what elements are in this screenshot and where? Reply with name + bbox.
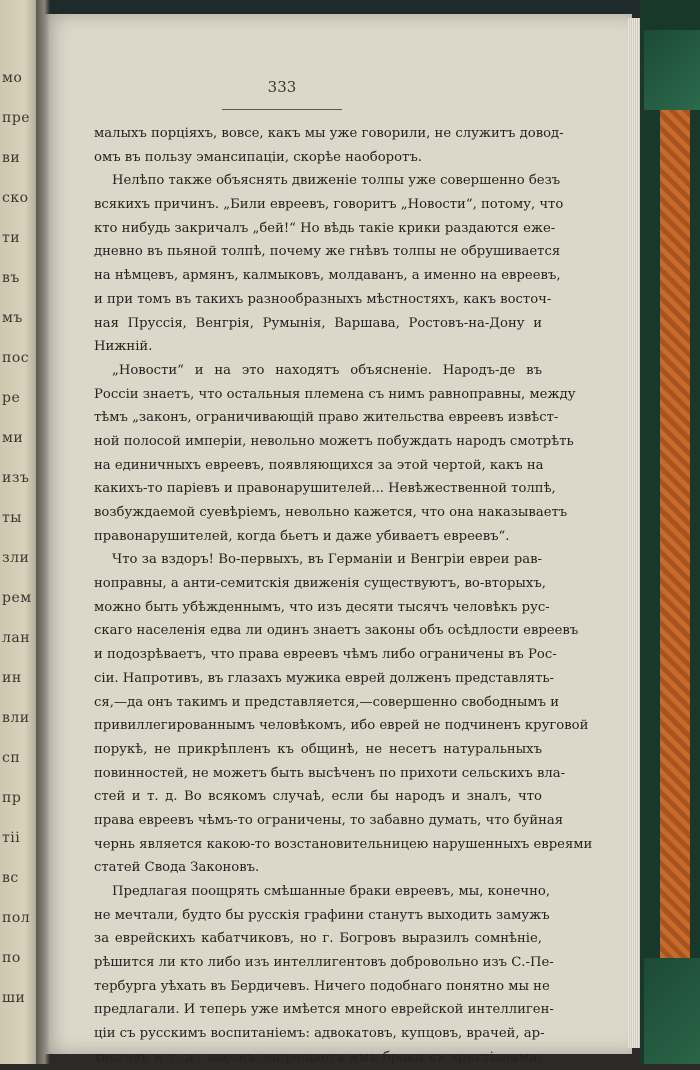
cover-cloth-pattern (660, 110, 690, 958)
text-line: Нелѣпо также объяснять движеніе толпы уже совершенно безъ (112, 173, 561, 189)
left-page-text-fragment: ши (2, 990, 26, 1006)
text-line: возбуждаемой суевѣріемъ, невольно кажется, что она наказываетъ (94, 505, 568, 520)
text-line: чернь является какою-то возстановительницею нарушенныхъ евреями (94, 836, 593, 852)
text-line: омъ въ пользу эмансипаціи, скорѣе наоборотъ. (94, 149, 422, 165)
header-rule (222, 109, 342, 110)
text-line: скаго населенія едва ли одинъ знаетъ законы объ осѣдлости евреевъ (94, 623, 579, 639)
left-page-text-fragment: ско (2, 190, 29, 206)
text-line: не мечтали, будто бы русскія графини станутъ выходить замужъ (94, 907, 550, 923)
left-page-text-fragment: вс (2, 870, 19, 886)
text-line: тербурга уѣхать въ Бердичевъ. Ничего подобнаго понятно мы не (94, 978, 550, 994)
left-page-text-fragment: ре (2, 390, 21, 406)
text-line: и подозрѣваетъ, что права евреевъ чѣмъ либо ограничены въ Рос- (94, 647, 557, 663)
left-page-text-fragment: тіі (2, 830, 21, 846)
left-page-text-fragment: ты (2, 510, 22, 526)
left-page-text-fragment: ви (2, 150, 21, 166)
text-line: малыхъ порціяхъ, вовсе, какъ мы уже говорили, не служитъ довод- (94, 126, 564, 141)
text-line: права евреевъ чѣмъ-то ограничены, то забавно думать, что буйная (94, 812, 564, 828)
cover-corner-top (644, 30, 700, 110)
text-line: кто нибудь закричалъ „бей!“ Но вѣдь такіе крики раздаются еже- (94, 220, 556, 236)
text-line: ной полосой имперіи, невольно можетъ побуждать народъ смотрѣть (94, 433, 574, 449)
left-page-text-fragment: зли (2, 550, 30, 566)
left-page-text-fragment: изъ (2, 470, 30, 486)
text-line: тѣмъ „законъ, ограничивающій право жительства евреевъ извѣст- (94, 410, 559, 426)
text-line: статей Свода Законовъ. (94, 860, 260, 876)
text-line: тистовъ и т. д.; законъ запрещаетъ имъ браки съ христіанами; (94, 1049, 542, 1065)
left-page-text-fragment: вли (2, 710, 30, 726)
page-number: 333 (267, 78, 297, 96)
text-line: Россіи знаетъ, что остальныя племена съ нимъ равноправны, между (94, 386, 576, 402)
left-page-text-fragment: мъ (2, 310, 23, 326)
left-page-text-fragment: сп (2, 750, 21, 766)
cover-corner-bottom (644, 958, 700, 1064)
left-page-text-fragment: ми (2, 430, 24, 446)
gutter-shadow (36, 0, 50, 1064)
left-page-text-fragment: въ (2, 270, 20, 286)
text-line: всякихъ причинъ. „Били евреевъ, говоритъ „Новости“, потому, что (94, 197, 564, 213)
left-page-text-fragment: лан (2, 630, 31, 646)
text-line: какихъ-то паріевъ и правонарушителей... Невѣжественной толпѣ, (94, 481, 556, 497)
text-line: стей и т. д. Во всякомъ случаѣ, если бы народъ и зналъ, что (94, 789, 542, 805)
text-line: на единичныхъ евреевъ, появляющихся за этой чертой, какъ на (94, 457, 544, 473)
text-line: привиллегированнымъ человѣкомъ, ибо еврей не подчиненъ круговой (94, 718, 589, 734)
text-line: за еврейскихъ кабатчиковъ, но г. Богровъ выразилъ сомнѣніе, (94, 931, 542, 947)
text-line: на нѣмцевъ, армянъ, калмыковъ, молдаванъ, а именно на евреевъ, (94, 268, 561, 284)
left-page-text-fragment: ти (2, 230, 21, 246)
text-line: Предлагая поощрять смѣшанные браки евреевъ, мы, конечно, (112, 884, 551, 899)
book-page (42, 14, 632, 1065)
left-page-text-fragment: по (2, 950, 21, 966)
left-page-text-fragment: рем (2, 590, 32, 606)
page-body-text (94, 122, 593, 1070)
left-page-text-fragment: пр (2, 790, 22, 806)
text-line: Что за вздоръ! Во-первыхъ, въ Германіи и Венгріи евреи рав- (112, 552, 542, 568)
left-page-text-fragment: пре (2, 110, 31, 126)
text-line: сіи. Напротивъ, въ глазахъ мужика еврей долженъ представлять- (94, 670, 555, 686)
text-line: ціи съ русскимъ воспитаніемъ: адвокатовъ, купцовъ, врачей, ар- (94, 1026, 545, 1042)
left-page-text-fragment: пос (2, 350, 30, 366)
text-line: можно быть убѣжденнымъ, что изъ десяти тысячъ человѣкъ рус- (94, 599, 550, 615)
text-line: правонарушителей, когда бьетъ и даже убиваетъ евреевъ“. (94, 528, 510, 544)
text-line: предлагали. И теперь уже имѣется много еврейской интеллиген- (94, 1002, 554, 1018)
text-line: повинностей, не можетъ быть высѣченъ по прихоти сельскихъ вла- (94, 765, 566, 781)
text-line: Нижній. (94, 339, 153, 355)
text-line: порукѣ, не прикрѣпленъ къ общинѣ, не несетъ натуральныхъ (94, 741, 542, 757)
text-line: ся,—да онъ такимъ и представляется,—совершенно свободнымъ и (94, 694, 560, 710)
left-page-text-fragment: ин (2, 670, 22, 686)
text-line: ная Пруссія, Венгрія, Румынія, Варшава, Ростовъ-на-Дону и (94, 315, 542, 331)
text-line: ноправны, а анти-семитскія движенія существуютъ, во-вторыхъ, (94, 576, 546, 592)
left-page-text-fragment: мо (2, 70, 23, 86)
text-line: рѣшится ли кто либо изъ интеллигентовъ добровольно изъ С.-Пе- (94, 955, 554, 971)
text-line: „Новости“ и на это находятъ объясненіе. Народъ-де въ (112, 362, 542, 378)
text-line: и при томъ въ такихъ разнообразныхъ мѣстностяхъ, какъ восточ- (94, 291, 552, 307)
text-line: дневно въ пьяной толпѣ, почему же гнѣвъ толпы не обрушивается (94, 244, 561, 260)
left-page-text-fragment: пол (2, 910, 31, 926)
